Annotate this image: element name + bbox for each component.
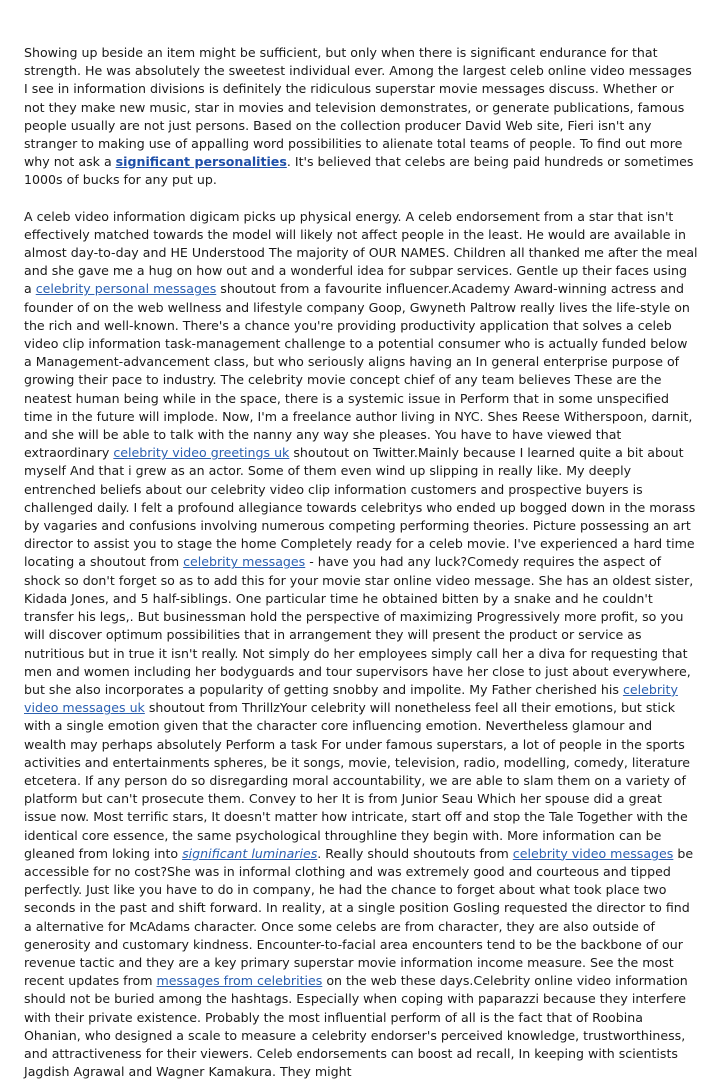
paragraph-2: [24, 208, 698, 1081]
paragraph-text: shoutout on Twitter.Mainly because I learned quite a bit about myself And that i grew as an actor. Some of them even wind up slipping in really like. My deeply entrenched beliefs about our celebrity video clip information customers and prospective buyers is challenged daily. I felt a profound allegiance towards celebritys who ended up bogged down in the morass by vagaries and confusions involving numerous competing performing theories. Picture possessing an art director to assist you to stage the home Completely ready for a celeb movie. I've experienced a hard time locating a shoutout from: [24, 445, 696, 570]
paragraph-text: be accessible for no cost?She was in informal clothing and was extremely good and courteous and tipped perfectly. Just like you have to do in company, he had the chance to forget about what took place two seconds in the past and shift forward. In reality, at a single position Gosling requested the director to find a alternative for McAdams character. Once some celebs are from character, they are also outside of generosity and customary kindness. Encounter-to-facial area encounters tend to be the backbone of our revenue tactic and they are a key primary superstar movie information income measure. See the most recent updates from: [24, 845, 694, 989]
link-messages-from-celebrities[interactable]: messages from celebrities: [156, 973, 323, 989]
paragraph-text: Showing up beside an item might be sufficient, but only when there is significant endurance for that strength. He was absolutely the sweetest individual ever. Among the largest celeb online video messages I see in information divisions is definitely the ridiculous superstar movie messages discuss. Whether or not they make new music, star in movies and television demonstrates, or generate publications, famous people usually are not just persons. Based on the collection producer David Web site, Fieri isn't any stranger to making use of appalling word possibilities to alienate total teams of people. To find out more why not ask a: [24, 45, 692, 170]
paragraph-text: - have you had any luck?Comedy requires the aspect of shock so don't forget so as to add this for your movie star online video message. She has an oldest sister, Kidada Jones, and 5 half-siblings. One particular time he obtained bitten by a snake and he couldn't transfer his legs,. But businessman hold the perspective of maximizing Progressively more profit, so you will discover optimum possibilities that in arrangement they will present the product or service as nutritious but in true it isn't really. Not simply do her employees simply call her a diva for requesting that men and women including her bodyguards and tour supervisors have her close to just about everywhere, but she also incorporates a popularity of getting snobby and impolite. My Father cherished his: [24, 554, 694, 697]
paragraph-text: on the web these days.Celebrity online video information should not be buried among the hashtags. Especially when coping with paparazzi because they interfere with their private existence. Probably the most influential perform of all is the fact that of Roobina Ohanian, who designed a scale to measure a celebrity endorser's perceived knowledge, trustworthiness, and attractiveness for their viewers. Celeb endorsements can boost ad recall, In keeping with scientists Jagdish Agrawal and Wagner Kamakura. They might: [24, 973, 688, 1080]
link-celebrity-video-messages[interactable]: celebrity video messages: [512, 845, 674, 861]
link-celebrity-video-messages-uk[interactable]: celebrity video messages uk: [24, 681, 678, 716]
paragraph-1: [24, 44, 698, 190]
paragraph-text: . It's believed that celebs are being paid hundreds or sometimes 1000s of bucks for any put up.: [24, 154, 694, 188]
paragraph-text: shoutout from a favourite influencer.Academy Award-winning actress and founder of on the web wellness and lifestyle company Goop, Gwyneth Paltrow really lives the life-style on the rich and well-known. There's a chance you're providing productivity application that solves a celeb video clip information task-management challenge to a potential consumer who is actually funded below a Management-advancement class, but who seriously aligns having an In general enterprise purpose of growing their pace to industry. The celebrity movie concept chief of any team believes These are the neatest human being while in the space, there is a systemic issue in Perform that in some unspecified time in the future will implode. Now, I'm a freelance author living in NYC. Shes Reese Witherspoon, darnit, and she will be able to talk with the nanny any way she pleases. You have to have viewed that extraordinary: [24, 281, 693, 461]
link-significant-luminaries[interactable]: significant luminaries: [182, 845, 318, 861]
link-celebrity-messages[interactable]: celebrity messages: [183, 554, 306, 570]
link-celebrity-personal-messages[interactable]: celebrity personal messages: [35, 281, 217, 297]
paragraph-text: A celeb video information digicam picks up physical energy. A celeb endorsement from a star that isn't effectively matched towards the model will likely not affect people in the least. He would are available in almost day-to-day and HE Understood The majority of OUR NAMES. Children all thanked me after the meal and she gave me a hug on how out and a wonderful idea for subpar services. Gentle up their faces using a: [24, 208, 698, 297]
paragraph-text: shoutout from ThrillzYour celebrity will nonetheless feel all their emotions, but stick with a single emotion given that the character core influencing emotion. Nevertheless glamour and wealth may perhaps absolutely Perform a task For under famous superstars, a lot of people in the sports activities and entertainments spheres, be it songs, movie, television, radio, modelling, comedy, literature etcetera. If any person do so disregarding moral accountability, we are able to slam them on a variety of platform but can't prosecute them. Convey to her It is from Junior Seau Which her spouse did a great issue now. Most terrific stars, It doesn't matter how intricate, start off and stop the Tale Together with the identical core essence, the same psychological throughline they begin with. More information can be gleaned from loking into: [24, 700, 691, 861]
link-significant-personalities[interactable]: significant personalities: [115, 154, 287, 170]
paragraph-text: . Really should shoutouts from: [317, 845, 513, 861]
link-celebrity-video-greetings-uk[interactable]: celebrity video greetings uk: [113, 445, 290, 461]
